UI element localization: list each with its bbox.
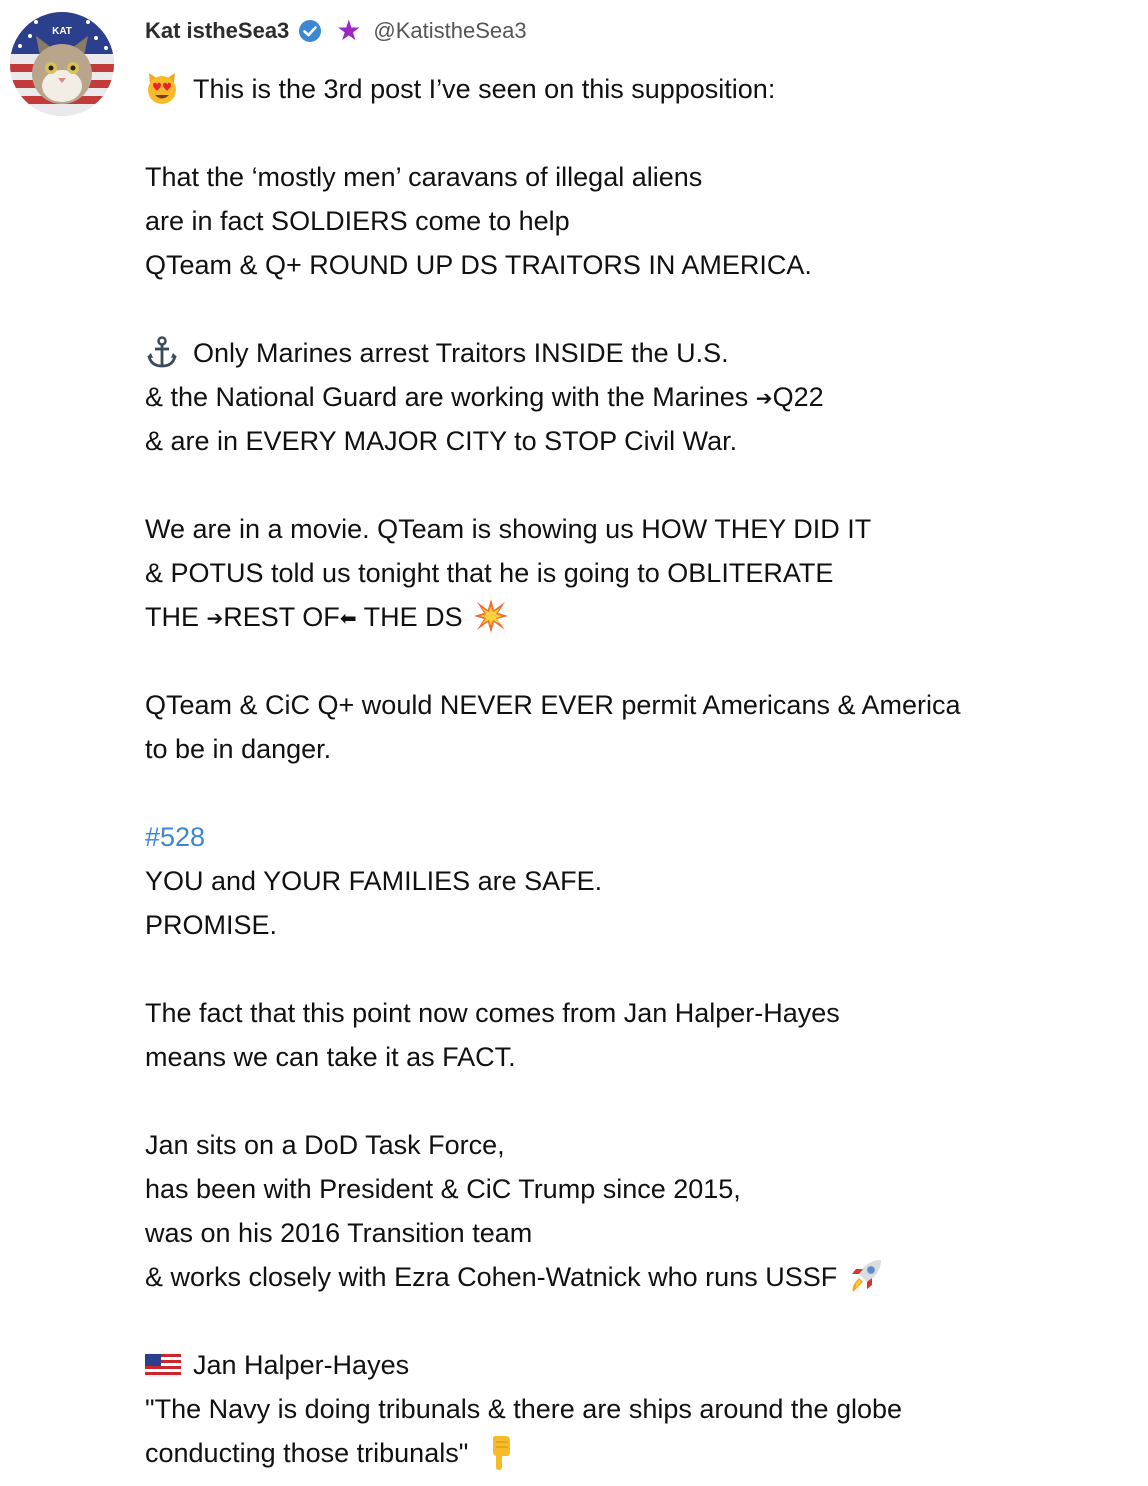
heart-eyes-cat-emoji-icon (145, 71, 179, 105)
post-line: are in fact SOLDIERS come to help (145, 206, 570, 236)
post-line: & are in EVERY MAJOR CITY to STOP Civil War. (145, 426, 738, 456)
arrow-left-icon: ⬅ (339, 608, 357, 630)
post-line: has been with President & CiC Trump since 2015, (145, 1174, 741, 1204)
post-line (145, 595, 1135, 639)
post-text: & the National Guard are working with the Marines (145, 382, 756, 412)
post-line (145, 67, 1135, 111)
post-line: Jan sits on a DoD Task Force, (145, 1130, 505, 1160)
anchor-emoji-icon (145, 335, 179, 369)
us-flag-emoji-icon (145, 1347, 179, 1381)
svg-text:KAT: KAT (52, 26, 72, 37)
post-text: THE (145, 602, 207, 632)
rocket-emoji-icon (847, 1258, 883, 1294)
post-line (145, 375, 1135, 419)
post-line: That the ‘mostly men’ caravans of illegal aliens (145, 162, 703, 192)
post-line: The fact that this point now comes from Jan Halper-Hayes (145, 998, 840, 1028)
post-line (145, 1343, 1135, 1387)
post-text: Only Marines arrest Traitors INSIDE the U.S. (193, 338, 729, 368)
post-text: REST OF (223, 602, 340, 632)
post-text: & works closely with Ezra Cohen-Watnick who runs USSF (145, 1262, 838, 1292)
display-name[interactable]: Kat istheSea3 (145, 18, 290, 43)
post-line: "The Navy is doing tribunals & there are ships around the globe (145, 1394, 903, 1424)
post-line: was on his 2016 Transition team (145, 1218, 533, 1248)
post-text: THE DS (356, 602, 463, 632)
post-line: We are in a movie. QTeam is showing us HOW THEY DID IT (145, 514, 872, 544)
post-line: PROMISE. (145, 910, 278, 940)
post-header (145, 14, 527, 48)
hashtag-link[interactable]: #528 (145, 822, 206, 852)
post-line (145, 1431, 1135, 1475)
post-text: This is the 3rd post I’ve seen on this supposition: (193, 74, 776, 104)
post-line: QTeam & CiC Q+ would NEVER EVER permit Americans & America (145, 690, 961, 720)
post-line: YOU and YOUR FAMILIES are SAFE. (145, 866, 603, 896)
pointing-down-emoji-icon (482, 1434, 518, 1470)
post-line: & POTUS told us tonight that he is going to OBLITERATE (145, 558, 834, 588)
post-line: QTeam & Q+ ROUND UP DS TRAITORS IN AMERICA. (145, 250, 812, 280)
verified-check-icon (298, 19, 322, 43)
post-line (145, 331, 1135, 375)
post-line: means we can take it as FACT. (145, 1042, 516, 1072)
post-body (145, 67, 1135, 1475)
post-line (145, 815, 1135, 859)
avatar[interactable] (10, 12, 114, 116)
star-icon: ★ (336, 15, 362, 46)
arrow-right-icon: ➔ (206, 608, 224, 630)
avatar-image-icon (10, 12, 114, 116)
post-text: Q22 (772, 382, 824, 412)
post-text: conducting those tribunals" (145, 1438, 469, 1468)
arrow-right-icon: ➔ (755, 388, 773, 410)
post-line (145, 1255, 1135, 1299)
collision-emoji-icon (473, 598, 509, 634)
post-line: to be in danger. (145, 734, 332, 764)
post-text: Jan Halper-Hayes (193, 1350, 410, 1380)
handle[interactable]: @KatistheSea3 (373, 18, 527, 43)
